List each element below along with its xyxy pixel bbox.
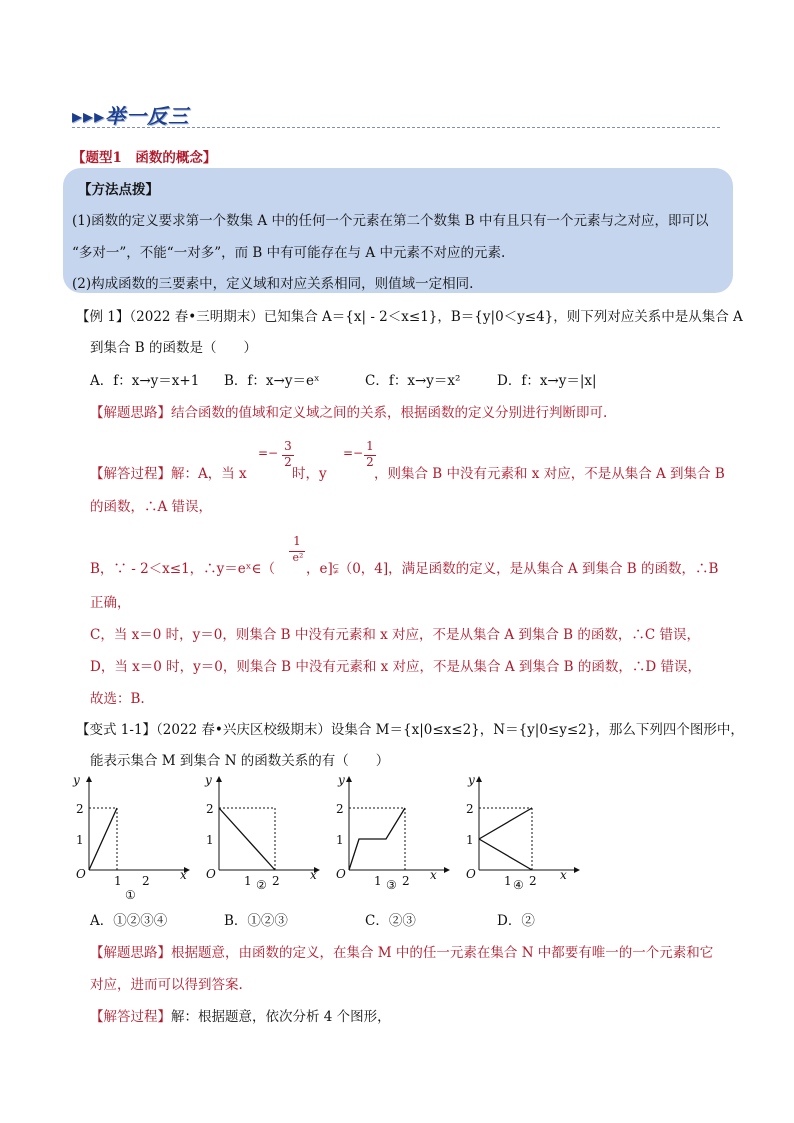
method-point-2: (2)构成函数的三要素中，定义域和对应关系相同，则值域一定相同. — [72, 276, 474, 292]
method-title: 【方法点拨】 — [78, 182, 159, 198]
graph-2-y-tick-1: 1 — [206, 833, 214, 847]
graph-3-x-label: x — [430, 868, 437, 882]
example-1-label: 【例 1】 — [76, 309, 130, 325]
example-1-option-c: C．f：x→y＝x² — [365, 373, 461, 389]
fraction-2-den: 2 — [366, 455, 374, 469]
graph-1 — [62, 772, 192, 902]
method-point-1b: “多对一”，不能“一对多”，而 B 中有可能存在与 A 中元素不对应的元素. — [72, 245, 506, 261]
graph-2-number: ② — [256, 878, 267, 892]
variant-1-1-stem-line-1 — [76, 718, 744, 738]
fraction-3-num: 1 — [293, 534, 301, 548]
fraction-3-den: e² — [292, 551, 304, 564]
variant-1-1-option-a: A．①②③④ — [90, 913, 168, 929]
graph-4-number: ④ — [513, 878, 524, 892]
example-1-hint — [90, 401, 607, 421]
method-point-1a: (1)函数的定义要求第一个数集 A 中的任何一个元素在第二个数集 B 中有且只有一个元素与之对应，即可以 — [72, 213, 709, 229]
graph-2-y-tick-2: 2 — [206, 802, 214, 816]
graph-3-y-tick-2: 2 — [336, 802, 344, 816]
graph-2-origin: O — [206, 867, 216, 881]
solution-b-line-2: 正确， — [90, 595, 131, 611]
example-1-option-a: A．f：x→y＝x+1 — [90, 373, 200, 389]
variant-1-1-option-c: C．②③ — [365, 913, 416, 929]
graph-2-x-tick-1: 1 — [244, 874, 252, 888]
variant-1-1-option-b: B．①②③ — [224, 913, 288, 929]
graph-2-y-label: y — [205, 773, 212, 787]
banner-text: 举一反三 — [105, 104, 190, 128]
graph-1-y-tick-1: 1 — [76, 833, 84, 847]
graph-4-origin: O — [466, 867, 476, 881]
solution-a-mid: 时，y — [292, 466, 327, 482]
graph-1-number: ① — [125, 888, 136, 902]
solution-a-pre: 解：A，当 x — [171, 466, 247, 482]
example-1-solution-label: 【解答过程】 — [90, 466, 171, 482]
example-1-hint-label: 【解题思路】 — [90, 405, 171, 421]
solution-b-line-1: B，∵ - 2＜x≤1，∴y＝eˣ∈（ — [90, 561, 275, 577]
fraction-1-num: 3 — [284, 439, 292, 453]
graph-1-x-label: x — [180, 868, 187, 882]
graph-4-x-tick-2: 2 — [529, 874, 537, 888]
banner-divider — [72, 127, 720, 128]
question-type-title: 【题型1 函数的概念】 — [72, 150, 217, 166]
graph-4-x-tick-1: 1 — [504, 874, 512, 888]
graph-3 — [322, 772, 452, 902]
example-1-option-b: B．f：x→y＝eˣ — [224, 373, 320, 389]
example-1-option-d: D．f：x→y＝|x| — [497, 373, 597, 389]
graph-4-x-label: x — [560, 868, 567, 882]
variant-1-1-stem-a: （2022 春•兴庆区校级期末）设集合 M＝{x|0≤x≤2}，N＝{y|0≤y≤2}，那么下列四个图形中， — [156, 722, 744, 738]
example-1-stem-a: （2022 春•三明期末）已知集合 A＝{x| - 2＜x≤1}，B＝{y|0＜y≤4}，则下列对应关系中是从集合 A — [129, 309, 743, 325]
graph-3-y-label: y — [338, 773, 345, 787]
example-1-stem-line-2: 到集合 B 的函数是（ ） — [90, 340, 258, 356]
graph-3-x-tick-2: 2 — [402, 874, 410, 888]
solution-d: D，当 x＝0 时，y＝0，则集合 B 中没有元素和 x 对应，不是从集合 A 到集合 B 的函数，∴D 错误， — [90, 659, 701, 675]
graph-3-y-tick-1: 1 — [336, 833, 344, 847]
graph-4 — [452, 772, 582, 902]
fraction-2-num: 1 — [366, 439, 374, 453]
graph-3-number: ③ — [386, 878, 397, 892]
variant-1-1-solution — [90, 1005, 391, 1025]
variant-1-1-solution-text: 解：根据题意，依次分析 4 个图形， — [171, 1009, 391, 1025]
solution-a-line-2: 的函数，∴A 错误， — [90, 499, 213, 515]
graph-2-x-label: x — [310, 868, 317, 882]
variant-1-1-hint-text: 根据题意，由函数的定义，在集合 M 中的任一元素在集合 N 中都要有唯一的一个元素和它 — [171, 945, 714, 961]
graph-1-origin: O — [76, 867, 86, 881]
graph-1-y-tick-2: 2 — [76, 802, 84, 816]
example-1-stem-line-1 — [76, 305, 743, 325]
solution-c: C，当 x＝0 时，y＝0，则集合 B 中没有元素和 x 对应，不是从集合 A 到集合 B 的函数，∴C 错误， — [90, 627, 700, 643]
section-banner — [72, 98, 720, 130]
example-1-hint-text: 结合函数的值域和定义域之间的关系，根据函数的定义分别进行判断即可. — [171, 405, 608, 421]
solution-b-line-1b: ，e]⫋（0，4]，满足函数的定义，是从集合 A 到集合 B 的函数，∴B — [306, 561, 719, 577]
variant-1-1-hint-label: 【解题思路】 — [90, 945, 171, 961]
graph-1-x-tick-2: 2 — [142, 874, 150, 888]
variant-1-1-label: 【变式 1-1】 — [76, 722, 157, 738]
banner-arrows: ▸▸▸ — [72, 104, 106, 128]
solution-a-post: ，则集合 B 中没有元素和 x 对应，不是从集合 A 到集合 B — [374, 466, 725, 482]
graph-4-y-label: y — [468, 773, 475, 787]
variant-1-1-stem-line-2: 能表示集合 M 到集合 N 的函数关系的有（ ） — [90, 753, 390, 769]
graph-4-y-tick-2: 2 — [466, 802, 474, 816]
fraction-1-den: 2 — [284, 455, 292, 469]
variant-1-1-hint-line-1 — [90, 941, 713, 961]
graph-3-origin: O — [336, 867, 346, 881]
fraction-1-eq: =− — [258, 446, 279, 460]
graph-2-x-tick-2: 2 — [272, 874, 280, 888]
graph-4-y-tick-1: 1 — [466, 833, 474, 847]
banner-title — [72, 100, 189, 129]
example-1-answer: 故选：B. — [90, 691, 145, 707]
graph-1-y-label: y — [73, 773, 80, 787]
example-1-solution-a — [90, 462, 247, 482]
variant-1-1-solution-label: 【解答过程】 — [90, 1009, 171, 1025]
variant-1-1-hint-line-2: 对应，进而可以得到答案. — [90, 977, 243, 993]
graph-3-x-tick-1: 1 — [374, 874, 382, 888]
graph-1-x-tick-1: 1 — [114, 874, 122, 888]
fraction-2-eq: =− — [343, 446, 364, 460]
variant-1-1-option-d: D．② — [497, 913, 535, 929]
graph-2 — [192, 772, 322, 902]
